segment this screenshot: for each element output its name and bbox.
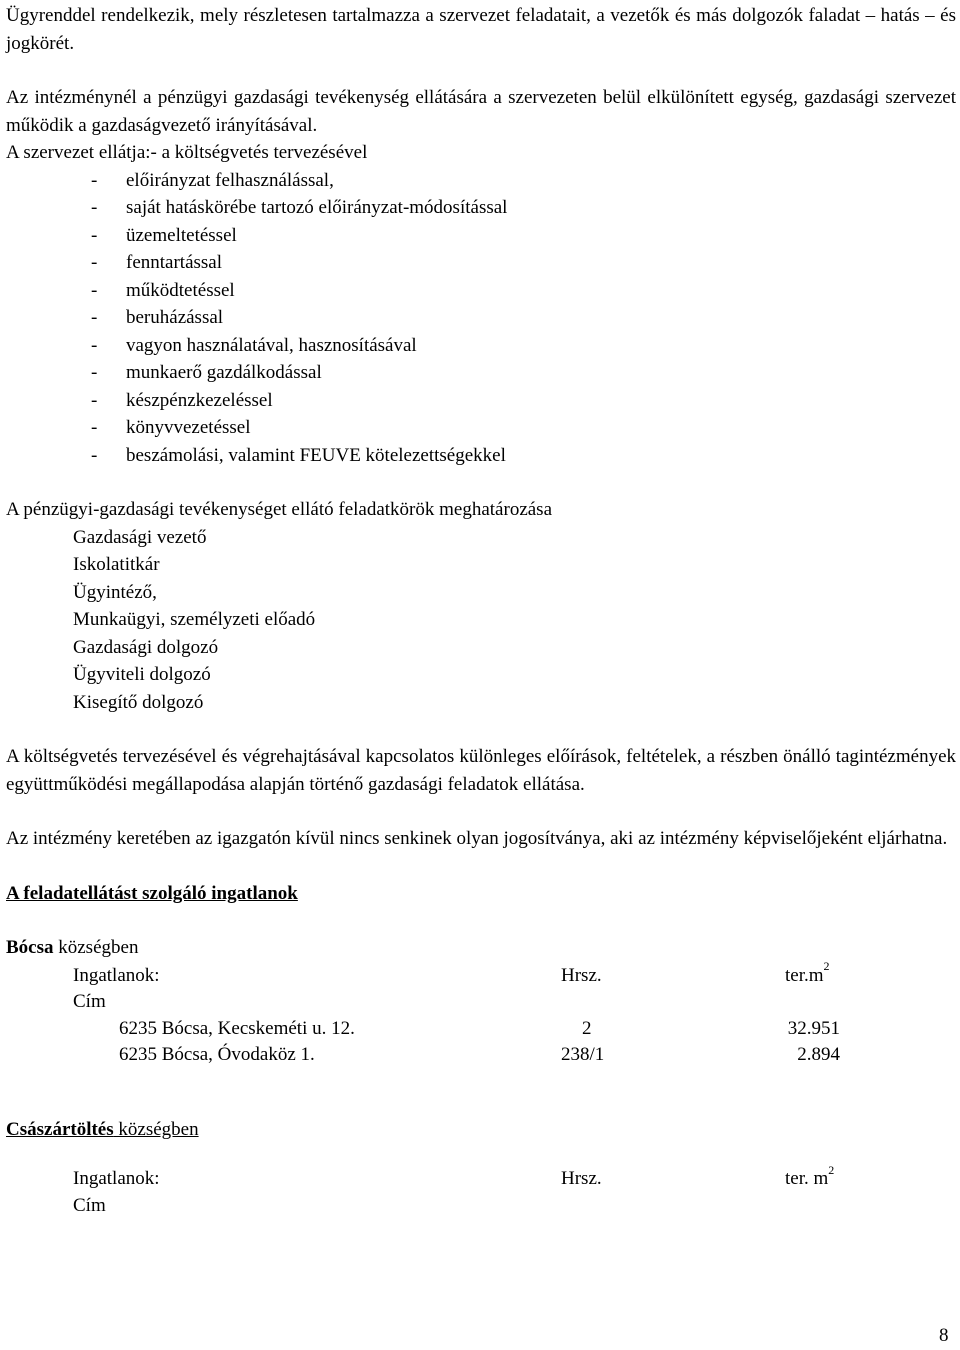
- bocsa-table-header: [6, 959, 956, 989]
- col-hrsz: Hrsz.: [561, 964, 602, 986]
- list-item: - készpénzkezeléssel: [6, 387, 956, 415]
- roles-list: [6, 524, 956, 717]
- list-item: - beszámolási, valamint FEUVE kötelezettségekkel: [6, 442, 956, 470]
- spacer: [6, 1068, 956, 1116]
- csaszartoltes-address-label-row: [6, 1192, 956, 1219]
- col-area: $ter.m^2$: [785, 959, 830, 986]
- property-address: 6235 Bócsa, Kecskeméti u. 12.: [119, 1017, 355, 1039]
- csaszartoltes-name: Császártöltés: [6, 1118, 114, 1140]
- properties-heading: A feladatellátást szolgáló ingatlanok: [6, 882, 298, 904]
- list-item: Kisegítő dolgozó: [73, 691, 204, 713]
- list-dash: -: [91, 224, 98, 246]
- list-dash: -: [91, 362, 98, 383]
- spacer: [6, 853, 956, 880]
- list-dash: -: [91, 389, 98, 411]
- csaszartoltes-suffix: községben: [113, 1118, 199, 1140]
- table-row: [6, 1041, 956, 1068]
- list-item: - üzemeltetéssel: [6, 222, 956, 250]
- budget-paragraph: A költségvetés tervezésével és végrehajtásával kapcsolatos különleges előírások, feltételek, a részben önálló tagintézmények együttműködési megállapodása alapján történő gazdasági feladatok ellátása.: [6, 746, 956, 795]
- spacer: [6, 57, 956, 84]
- list-dash: -: [91, 279, 98, 301]
- list-item: - fenntartással: [6, 249, 956, 277]
- list-item: - könyvvezetéssel: [6, 414, 956, 442]
- bocsa-suffix: községben: [53, 937, 139, 958]
- list-item: Gazdasági vezető: [73, 526, 207, 548]
- property-address: 6235 Bócsa, Óvodaköz 1.: [119, 1044, 315, 1065]
- list-dash: -: [91, 444, 98, 466]
- page-number: 8: [939, 1325, 949, 1346]
- csaszartoltes-table-header: [6, 1162, 956, 1192]
- duties-list: [6, 167, 956, 470]
- list-item: Ügyintéző,: [73, 581, 157, 603]
- property-hrsz: 238/1: [561, 1044, 605, 1065]
- director-paragraph: Az intézmény keretében az igazgatón kívül nincs senkinek olyan jogosítványa, aki az intézmény képviselőjeként eljárhatna.: [6, 828, 948, 849]
- spacer: [6, 907, 956, 934]
- bocsa-address-label-row: [6, 988, 956, 1015]
- bocsa-heading: [6, 934, 956, 962]
- property-area: 32.951: [787, 1017, 840, 1039]
- col-area: ter. $m^2$: [785, 1162, 835, 1189]
- col-property: Ingatlanok:: [73, 1168, 160, 1189]
- list-item: Gazdasági dolgozó: [73, 636, 219, 658]
- roles-heading: A pénzügyi-gazdasági tevékenységet ellátó feladatkörök meghatározása: [6, 499, 553, 520]
- list-dash: -: [91, 334, 98, 356]
- col-address: Cím: [73, 991, 106, 1012]
- property-hrsz: 2: [582, 1017, 592, 1039]
- list-item: Iskolatitkár: [73, 554, 160, 575]
- col-hrsz: Hrsz.: [561, 1168, 602, 1189]
- col-address: Cím: [73, 1194, 106, 1216]
- list-item: - munkaerő gazdálkodással: [6, 359, 956, 387]
- spacer: [6, 798, 956, 825]
- csaszartoltes-heading: [6, 1116, 956, 1144]
- list-item: - vagyon használatával, hasznosításával: [6, 332, 956, 360]
- list-item: - beruházással: [6, 304, 956, 332]
- spacer: [6, 1143, 956, 1165]
- duties-lead: A szervezet ellátja:- a költségvetés tervezésével: [6, 142, 368, 163]
- list-dash: -: [91, 197, 98, 218]
- list-item: - saját hatáskörébe tartozó előirányzat-módosítással: [6, 194, 956, 222]
- spacer: [6, 469, 956, 496]
- list-dash: -: [91, 169, 98, 191]
- list-item: Munkaügyi, személyzeti előadó: [73, 609, 316, 630]
- list-item: - működtetéssel: [6, 277, 956, 305]
- table-row: [6, 1015, 956, 1042]
- list-dash: -: [91, 417, 98, 438]
- list-dash: -: [91, 307, 98, 328]
- intro-paragraph: Ügyrenddel rendelkezik, mely részletesen tartalmazza a szervezet feladatait, a vezetők és más dolgozók faladat – hatás – és jogkörét.: [6, 5, 956, 54]
- list-item: - előirányzat felhasználással,: [6, 167, 956, 195]
- list-dash: -: [91, 252, 98, 273]
- list-item: Ügyviteli dolgozó: [73, 664, 211, 685]
- property-area: 2.894: [797, 1044, 840, 1065]
- col-property: Ingatlanok:: [73, 964, 160, 986]
- finance-org-paragraph: Az intézménynél a pénzügyi gazdasági tevékenység ellátására a szervezeten belül elkülönített egység, gazdasági szervezet működik a gazdaságvezető irányításával.: [6, 87, 956, 136]
- document-page: [6, 0, 956, 1218]
- spacer: [6, 716, 956, 743]
- bocsa-name: Bócsa: [6, 937, 54, 958]
